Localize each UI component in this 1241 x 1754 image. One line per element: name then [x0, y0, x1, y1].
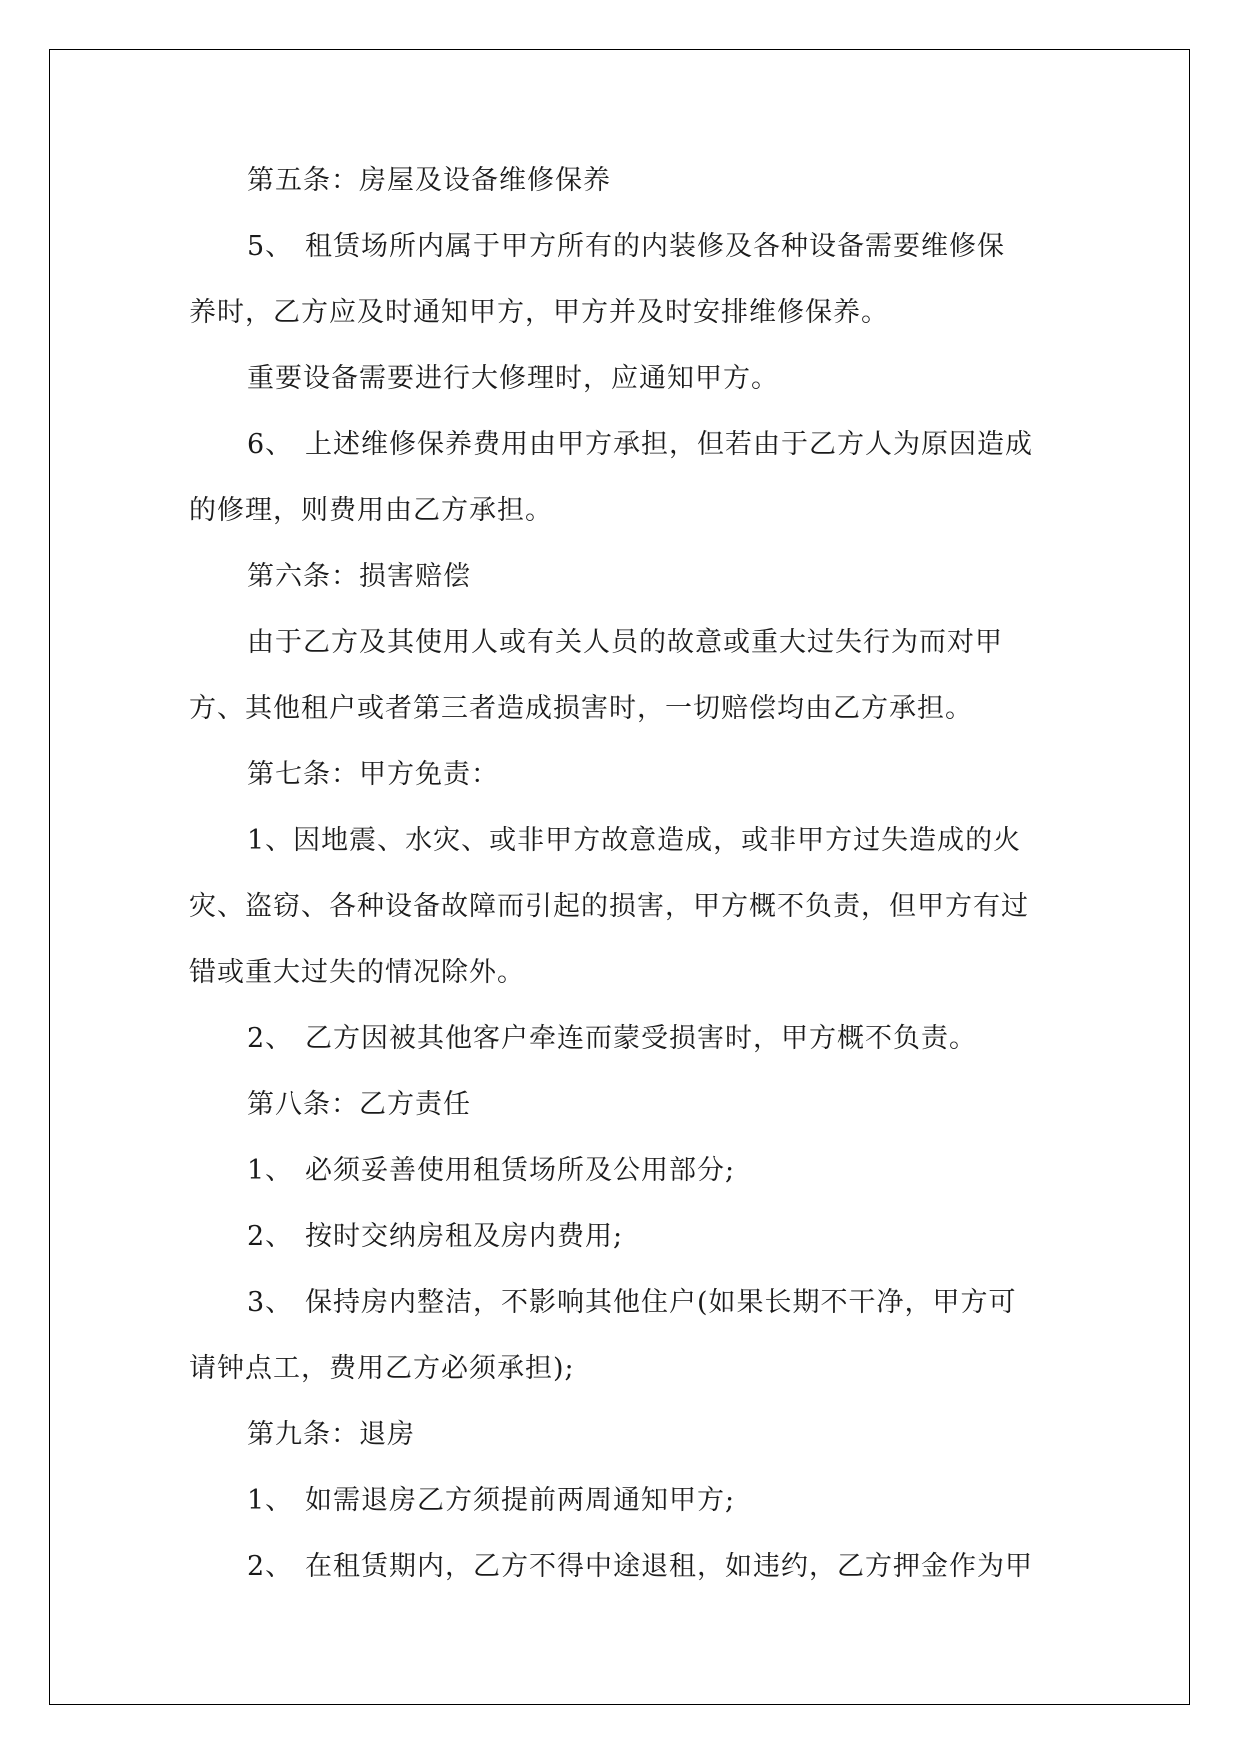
clause-paragraph: 重要设备需要进行大修理时，应通知甲方。: [247, 363, 779, 394]
section-heading: 第五条：房屋及设备维修保养: [247, 165, 611, 196]
item-number: 2、: [247, 1551, 294, 1582]
item-number: 3、: [247, 1287, 294, 1318]
clause-paragraph: 由于乙方及其使用人或有关人员的故意或重大过失行为而对甲: [247, 627, 1003, 658]
clause-item: 1、 必须妥善使用租赁场所及公用部分;: [189, 1145, 1059, 1211]
clause-continuation: 方、其他租户或者第三者造成损害时，一切赔偿均由乙方承担。: [189, 693, 973, 724]
clause-item: 5、 租赁场所内属于甲方所有的内装修及各种设备需要维修保: [189, 221, 1059, 287]
item-number: 2、: [247, 1023, 294, 1054]
clause-item: 2、 按时交纳房租及房内费用;: [189, 1211, 1059, 1277]
clause-continuation: 养时，乙方应及时通知甲方，甲方并及时安排维修保养。: [189, 297, 889, 328]
clause-continuation: 灾、盗窃、各种设备故障而引起的损害，甲方概不负责，但甲方有过: [189, 891, 1029, 922]
clause-continuation: 请钟点工，费用乙方必须承担);: [189, 1353, 575, 1384]
item-number: 5、: [247, 231, 294, 262]
section-heading: 第六条：损害赔偿: [247, 561, 471, 592]
clause-continuation: 的修理，则费用由乙方承担。: [189, 495, 553, 526]
clause-item: 2、 在租赁期内，乙方不得中途退租，如违约，乙方押金作为甲: [189, 1541, 1059, 1607]
item-number: 2、: [247, 1221, 294, 1252]
clause-item: 2、 乙方因被其他客户牵连而蒙受损害时，甲方概不负责。: [189, 1013, 1059, 1079]
item-number: 1、: [247, 1155, 294, 1186]
section-heading: 第八条：乙方责任: [247, 1089, 471, 1120]
clause-item: 1、 如需退房乙方须提前两周通知甲方;: [189, 1475, 1059, 1541]
clause-item: 3、 保持房内整洁，不影响其他住户(如果长期不干净，甲方可: [189, 1277, 1059, 1343]
item-number: 1、: [247, 1485, 294, 1516]
clause-item: 6、 上述维修保养费用由甲方承担，但若由于乙方人为原因造成: [189, 419, 1059, 485]
clause-continuation: 错或重大过失的情况除外。: [189, 957, 525, 988]
item-number: 6、: [247, 429, 294, 460]
document-body: [189, 155, 1059, 1607]
section-heading: 第九条：退房: [247, 1419, 415, 1450]
clause-paragraph: 1、因地震、水灾、或非甲方故意造成，或非甲方过失造成的火: [247, 825, 1022, 856]
section-heading: 第七条：甲方免责：: [247, 759, 499, 790]
